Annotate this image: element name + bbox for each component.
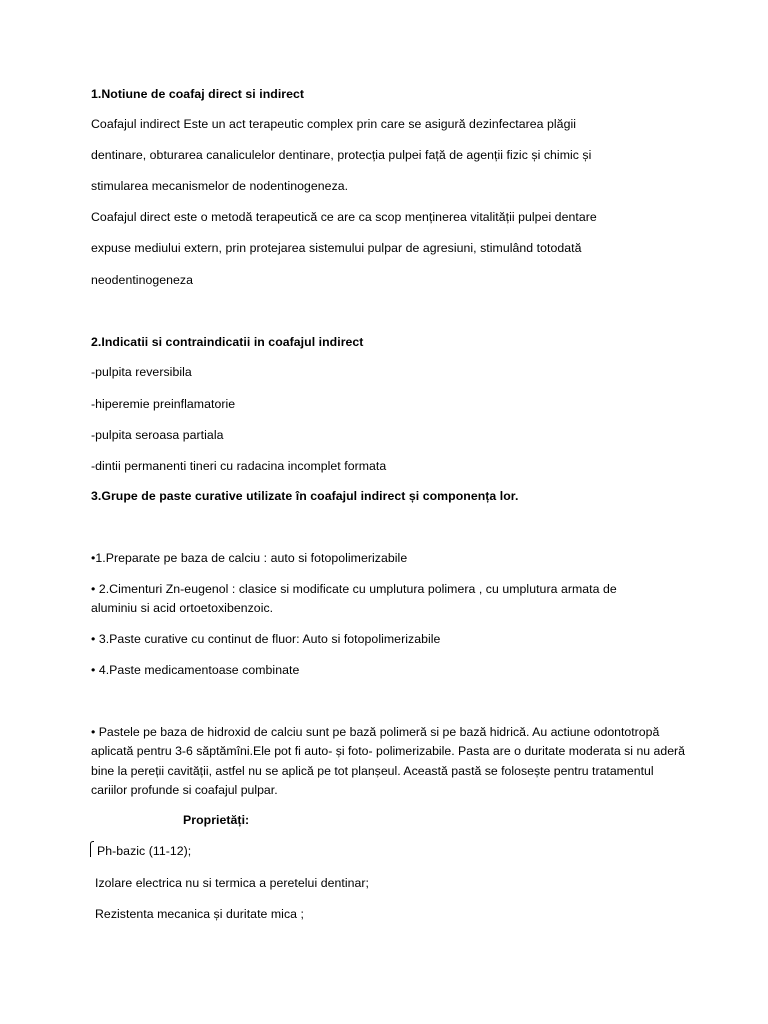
- section2-item-4: -dintii permanenti tineri cu radacina incomplet formata: [91, 459, 387, 473]
- section2-item-1: -pulpita reversibila: [91, 365, 192, 379]
- property-item-2: Izolare electrica nu si termica a peretelui dentinar;: [95, 876, 369, 890]
- bracket-icon: [90, 841, 94, 857]
- section1-heading: 1.Notiune de coafaj direct si indirect: [91, 87, 305, 101]
- properties-heading: Proprietăți:: [183, 813, 250, 827]
- section3-bullet-2: • 2.Cimenturi Zn-eugenol : clasice si modificate cu umplutura polimera , cu umplutura armata de: [91, 582, 617, 596]
- section1-line-3: stimularea mecanismelor de nodentinogeneza.: [91, 179, 349, 193]
- section3-heading: 3.Grupe de paste curative utilizate în coafajul indirect și componența lor.: [91, 489, 519, 503]
- section3-bullet-4: • 4.Paste medicamentoase combinate: [91, 663, 300, 677]
- calcium-hydroxide-paragraph: • Pastele pe baza de hidroxid de calciu sunt pe bază polimeră si pe bază hidrică. Au actiune odontotropă aplicată pentru 3-6 săptămîni.Ele pot fi auto- și foto- polimerizabile. Pasta are o duritate moderata si nu aderă bine la pereții cavității, astfel nu se aplică pe tot planșeul. Această pastă se folosește pentru tratamentul cariilor profunde si coafajul pulpar.: [91, 725, 685, 797]
- section1-line-5: expuse mediului extern, prin protejarea sistemului pulpar de agresiuni, stimulând totodată: [91, 241, 582, 255]
- section1-line-2: dentinare, obturarea canaliculelor dentinare, protecția pulpei față de agenții fizic și chimic și: [91, 148, 592, 162]
- property-item-1: Ph-bazic (11-12);: [97, 844, 192, 858]
- section2-item-3: -pulpita seroasa partiala: [91, 428, 224, 442]
- section3-bullet-2-cont: aluminiu si acid ortoetoxibenzoic.: [91, 601, 274, 615]
- section3-bullet-1: •1.Preparate pe baza de calciu : auto si fotopolimerizabile: [91, 551, 408, 565]
- section3-bullet-3: • 3.Paste curative cu continut de fluor: Auto si fotopolimerizabile: [91, 632, 441, 646]
- property-item-3: Rezistenta mecanica și duritate mica ;: [95, 907, 304, 921]
- section2-heading: 2.Indicatii si contraindicatii in coafajul indirect: [91, 335, 364, 349]
- section1-line-4: Coafajul direct este o metodă terapeutică ce are ca scop menținerea vitalității pulpei dentare: [91, 210, 597, 224]
- section2-item-2: -hiperemie preinflamatorie: [91, 397, 236, 411]
- section1-line-1: Coafajul indirect Este un act terapeutic complex prin care se asigură dezinfectarea plăgii: [91, 117, 577, 131]
- section1-line-6: neodentinogeneza: [91, 273, 194, 287]
